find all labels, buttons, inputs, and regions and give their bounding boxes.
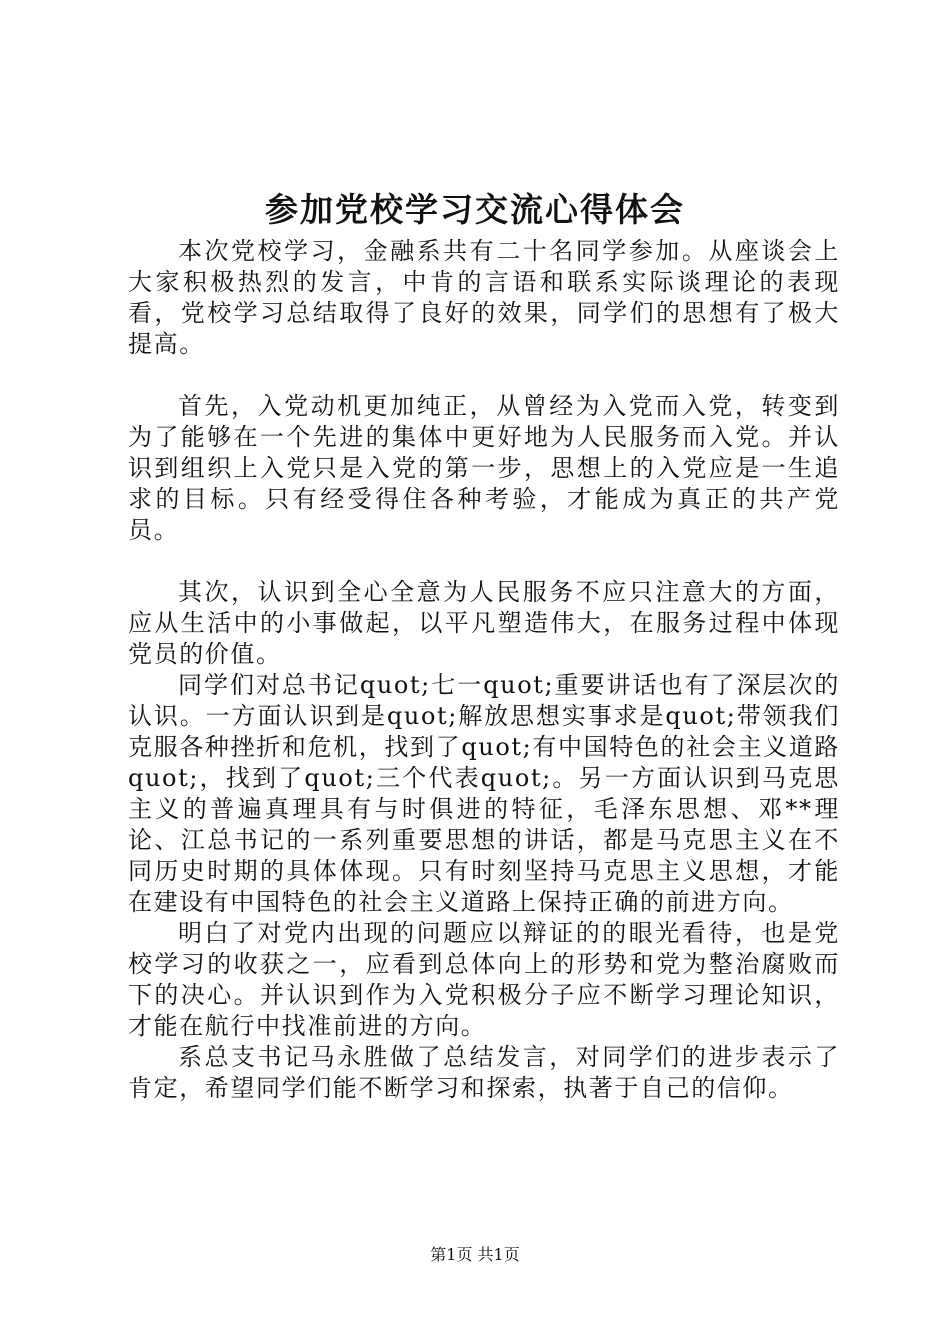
paragraph-2: 首先，入党动机更加纯正，从曾经为入党而入党，转变到为了能够在一个先进的集体中更好地为人民服务而入党。并认识到组织上入党只是入党的第一步，思想上的入党应是一生追求的目标。只有经受得住各种考验，才能成为真正的共产党员。: [128, 392, 840, 544]
paragraph-3: 其次，认识到全心全意为人民服务不应只注意大的方面，应从生活中的小事做起，以平凡塑造伟大，在服务过程中体现党员的价值。: [128, 578, 840, 668]
paragraph-5: 明白了对党内出现的问题应以辩证的的眼光看待，也是党校学习的收获之一，应看到总体向上的形势和党为整治腐败而下的决心。并认识到作为入党积极分子应不断学习理论知识，才能在航行中找准前进的方向。: [128, 919, 840, 1040]
paragraph-spacer: [128, 360, 840, 391]
paragraph-6: 系总支书记马永胜做了总结发言，对同学们的进步表示了肯定，希望同学们能不断学习和探索，执著于自己的信仰。: [128, 1043, 840, 1102]
document-body: [128, 236, 840, 1104]
page-number-footer: 第1页 共1页: [430, 1245, 520, 1264]
document-title: 参加党校学习交流心得体会: [265, 190, 685, 229]
paragraph-4: 同学们对总书记quot;七一quot;重要讲话也有了深层次的认识。一方面认识到是quot;解放思想实事求是quot;带领我们克服各种挫折和危机，找到了quot;有中国特色的社会主义道路quot;，找到了quot;三个代表quot;。另一方面认识到马克思主义的普遍真理具有与时俱进的特征，毛泽东思想、邓**理论、江总书记的一系列重要思想的讲话，都是马克思主义在不同历史时期的具体体现。只有时刻坚持马克思主义思想，才能在建设有中国特色的社会主义道路上保持正确的前进方向。: [128, 671, 840, 916]
paragraph-1: 本次党校学习，金融系共有二十名同学参加。从座谈会上大家积极热烈的发言，中肯的言语和联系实际谈理论的表现看，党校学习总结取得了良好的效果，同学们的思想有了极大提高。: [128, 237, 840, 358]
paragraph-spacer: [128, 546, 840, 577]
